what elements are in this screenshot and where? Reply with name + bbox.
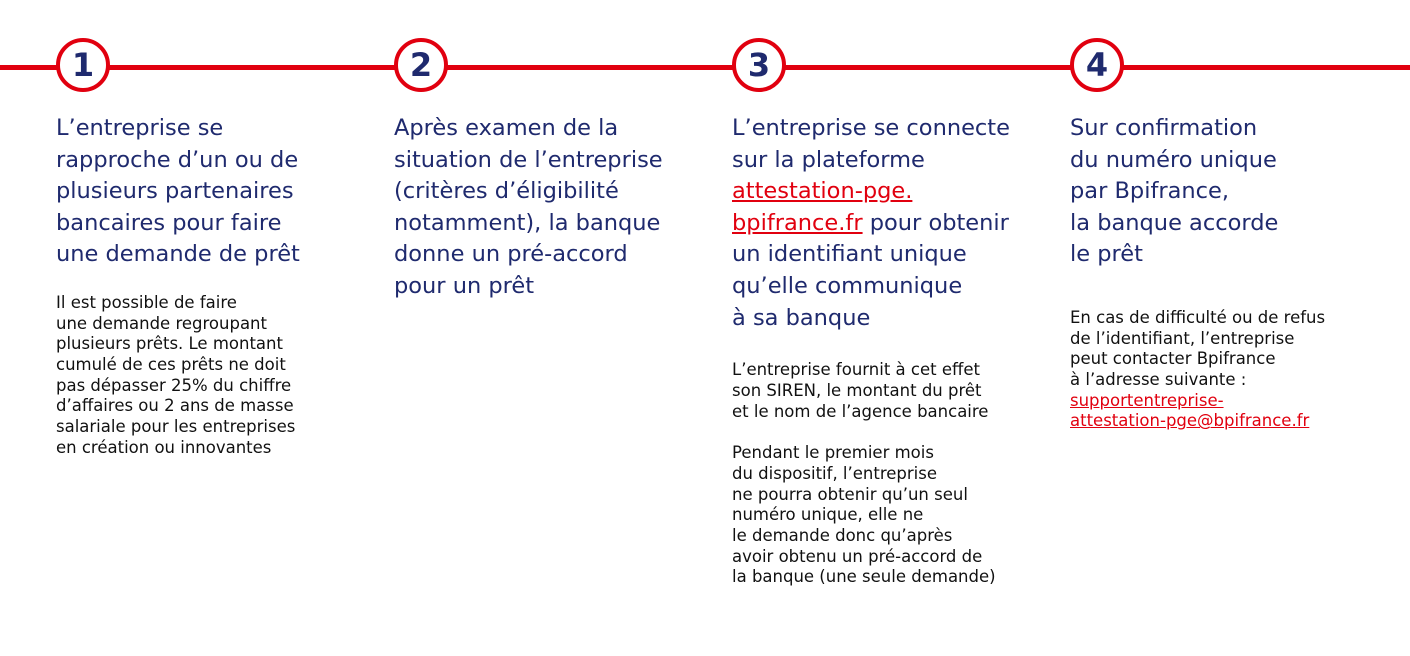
step-4-column <box>1070 113 1370 432</box>
step-4-badge: 4 <box>1070 38 1124 92</box>
step-1-heading: L’entreprise se rapproche d’un ou de plusieurs partenaires bancaires pour faire une demande de prêt <box>56 115 300 268</box>
platform-link[interactable]: attestation-pge. <box>732 178 913 205</box>
step-1-description: Il est possible de faire une demande regroupant plusieurs prêts. Le montant cumulé de ces prêts ne doit pas dépasser 25% du chiffre d’affaires ou 2 ans de masse salariale pour les entreprises en création ou innovantes <box>56 292 296 457</box>
support-email-link-continued[interactable]: attestation-pge@bpifrance.fr <box>1070 411 1310 431</box>
platform-link-continued[interactable]: bpifrance.fr <box>732 209 863 236</box>
step-3-column <box>732 113 1032 588</box>
step-1-column <box>56 113 356 459</box>
step-4-description: En cas de difficulté ou de refus de l’identifiant, l’entreprise peut contacter Bpifrance à l’adresse suivante : supportentreprise- attestation-pge@bpifrance.fr <box>1070 307 1326 431</box>
step-3-heading: L’entreprise se connecte sur la plateforme attestation-pge. bpifrance.fr pour obtenir un identifiant unique qu’elle communique à sa banque <box>732 115 1010 331</box>
timeline-line <box>0 65 1410 70</box>
step-4-heading: Sur confirmation du numéro unique par Bpifrance, la banque accorde le prêt <box>1070 115 1279 268</box>
step-3-badge: 3 <box>732 38 786 92</box>
step-2-badge: 2 <box>394 38 448 92</box>
step-1-badge: 1 <box>56 38 110 92</box>
support-email-link[interactable]: supportentreprise- <box>1070 390 1224 410</box>
step-3-note: Pendant le premier mois du dispositif, l’entreprise ne pourra obtenir qu’un seul numéro unique, elle ne le demande donc qu’après avoir obtenu un pré-accord de la banque (une seule demande) <box>732 443 996 587</box>
step-2-column <box>394 113 694 303</box>
step-3-description: L’entreprise fournit à cet effet son SIREN, le montant du prêt et le nom de l’agence bancaire <box>732 360 989 421</box>
step-2-heading: Après examen de la situation de l’entreprise (critères d’éligibilité notamment), la banque donne un pré-accord pour un prêt <box>394 115 663 299</box>
